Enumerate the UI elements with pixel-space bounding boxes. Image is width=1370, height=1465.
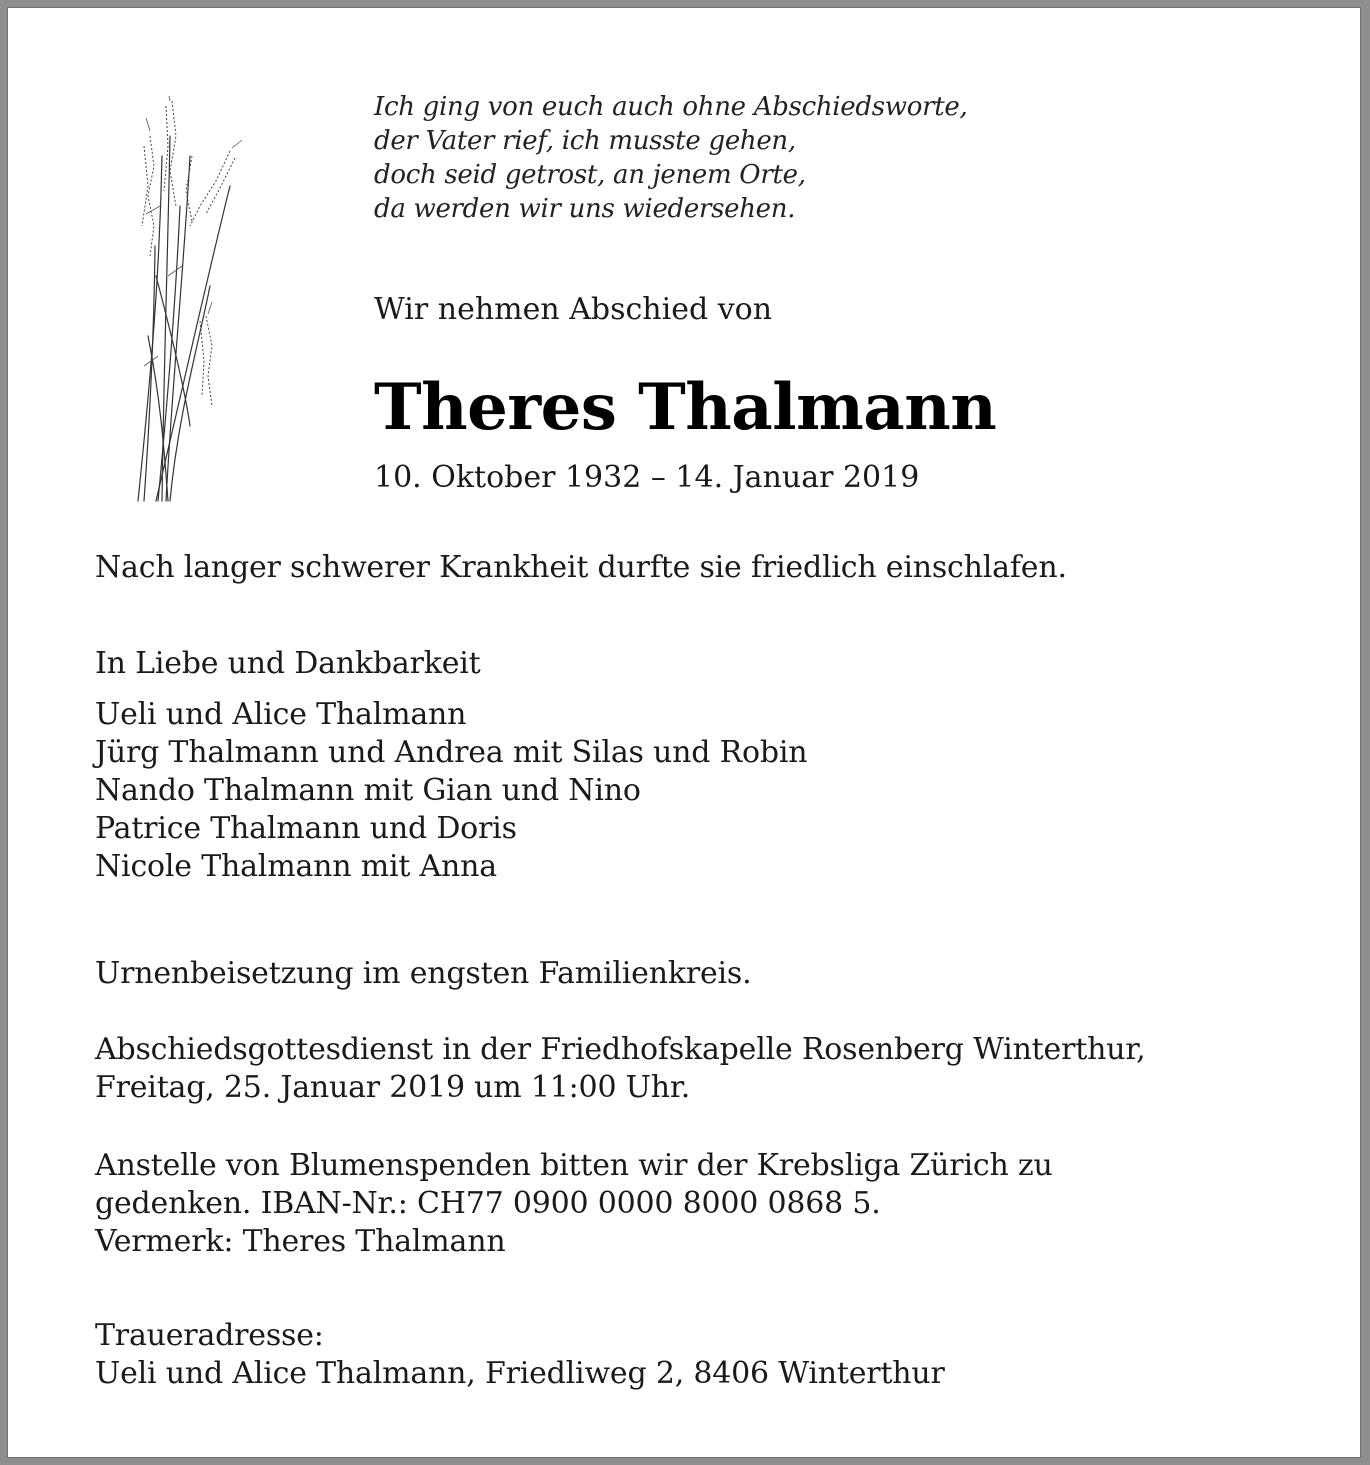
service-line: Abschiedsgottesdienst in der Friedhofskapelle Rosenberg Winterthur, [95, 1032, 1146, 1067]
address-line: Ueli und Alice Thalmann, Friedliweg 2, 8406 Winterthur [95, 1356, 945, 1391]
donation-line: gedenken. IBAN-Nr.: CH77 0900 0000 8000 0868 5. [95, 1186, 881, 1221]
mourning-address [95, 1317, 945, 1393]
dedication: In Liebe und Dankbarkeit [95, 646, 481, 681]
family-member: Jürg Thalmann und Andrea mit Silas und Robin [95, 735, 808, 770]
poem [374, 90, 967, 226]
wheat-illustration [120, 96, 250, 506]
poem-line: doch seid getrost, an jenem Orte, [374, 160, 806, 190]
family-list [95, 696, 807, 886]
burial-note: Urnenbeisetzung im engsten Familienkreis. [95, 956, 752, 991]
service-info [95, 1031, 1146, 1107]
donation-info [95, 1147, 1053, 1261]
obituary-page [8, 8, 1360, 1457]
family-member: Patrice Thalmann und Doris [95, 811, 517, 846]
service-line: Freitag, 25. Januar 2019 um 11:00 Uhr. [95, 1070, 691, 1105]
farewell-intro: Wir nehmen Abschied von [374, 292, 773, 327]
life-dates: 10. Oktober 1932 – 14. Januar 2019 [374, 460, 920, 495]
donation-line: Anstelle von Blumenspenden bitten wir der Krebsliga Zürich zu [95, 1148, 1053, 1183]
statement: Nach langer schwerer Krankheit durfte sie friedlich einschlafen. [95, 550, 1067, 585]
poem-line: der Vater rief, ich musste gehen, [374, 126, 796, 156]
poem-line: da werden wir uns wiedersehen. [374, 194, 796, 224]
poem-line: Ich ging von euch auch ohne Abschiedsworte, [374, 92, 968, 122]
family-member: Nicole Thalmann mit Anna [95, 849, 497, 884]
address-label: Traueradresse: [95, 1318, 324, 1353]
deceased-name: Theres Thalmann [374, 370, 997, 445]
donation-line: Vermerk: Theres Thalmann [95, 1224, 506, 1259]
family-member: Nando Thalmann mit Gian und Nino [95, 773, 641, 808]
family-member: Ueli und Alice Thalmann [95, 697, 467, 732]
